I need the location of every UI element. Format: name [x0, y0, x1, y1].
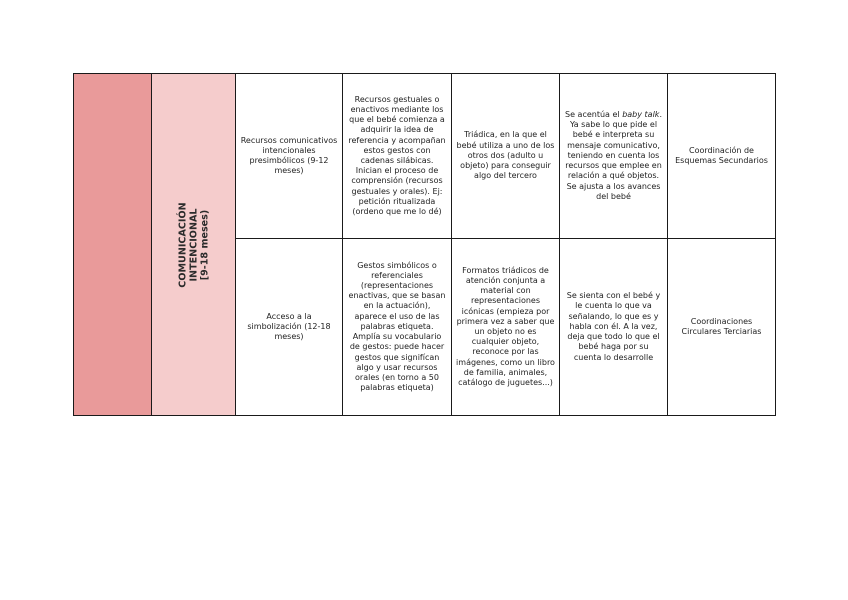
adult-cell: Se sienta con el bebé y le cuenta lo que va señalando, lo que es y habla con él. A la vez, deja que todo lo que el bebé haga por su cuenta lo desarrolle — [560, 239, 668, 416]
phase-cell: Acceso a la simbolización (12-18 meses) — [236, 239, 343, 416]
development-table — [73, 73, 776, 416]
interaction-cell: Triádica, en la que el bebé utiliza a uno de los otros dos (adulto u objeto) para conseguir algo del tercero — [452, 74, 560, 239]
table-row — [74, 74, 776, 239]
stage-label: COMUNICACIÓN INTENCIONAL [9-18 meses) — [177, 201, 210, 288]
interaction-cell: Formatos triádicos de atención conjunta a material con representaciones icónicas (empieza por primera vez a saber que un objeto no es cualquier objeto, reconoce por las imágenes, como un libro de familia, animales, catálogo de juguetes...) — [452, 239, 560, 416]
baby-talk-term: baby talk — [622, 110, 660, 120]
resources-cell: Gestos simbólicos o referenciales (representaciones enactivas, que se basan en la actuación), aparece el uso de las palabras etiqueta. Amplía su vocabulario de gestos: puede hacer gestos que signifícan algo y usar recursos orales (en torno a 50 palabras etiqueta) — [343, 239, 452, 416]
cognitive-cell: Coordinación de Esquemas Secundarios — [668, 74, 776, 239]
color-band — [74, 74, 152, 416]
cognitive-cell: Coordinaciones Circulares Terciarias — [668, 239, 776, 416]
stage-cell — [152, 74, 236, 416]
phase-cell: Recursos comunicativos intencionales presimbólicos (9-12 meses) — [236, 74, 343, 239]
resources-cell: Recursos gestuales o enactivos mediante los que el bebé comienza a adquirir la idea de referencia y acompañan estos gestos con cadenas silábicas. Inician el proceso de comprensión (recursos gestuales y orales). Ej: petición ritualizada (ordeno que me lo dé) — [343, 74, 452, 239]
adult-cell: Se acentúa el baby talk. Ya sabe lo que pide el bebé e interpreta su mensaje comunicativo, teniendo en cuenta los recursos que emplee en relación a qué objetos. Se ajusta a los avances del bebé — [560, 74, 668, 239]
